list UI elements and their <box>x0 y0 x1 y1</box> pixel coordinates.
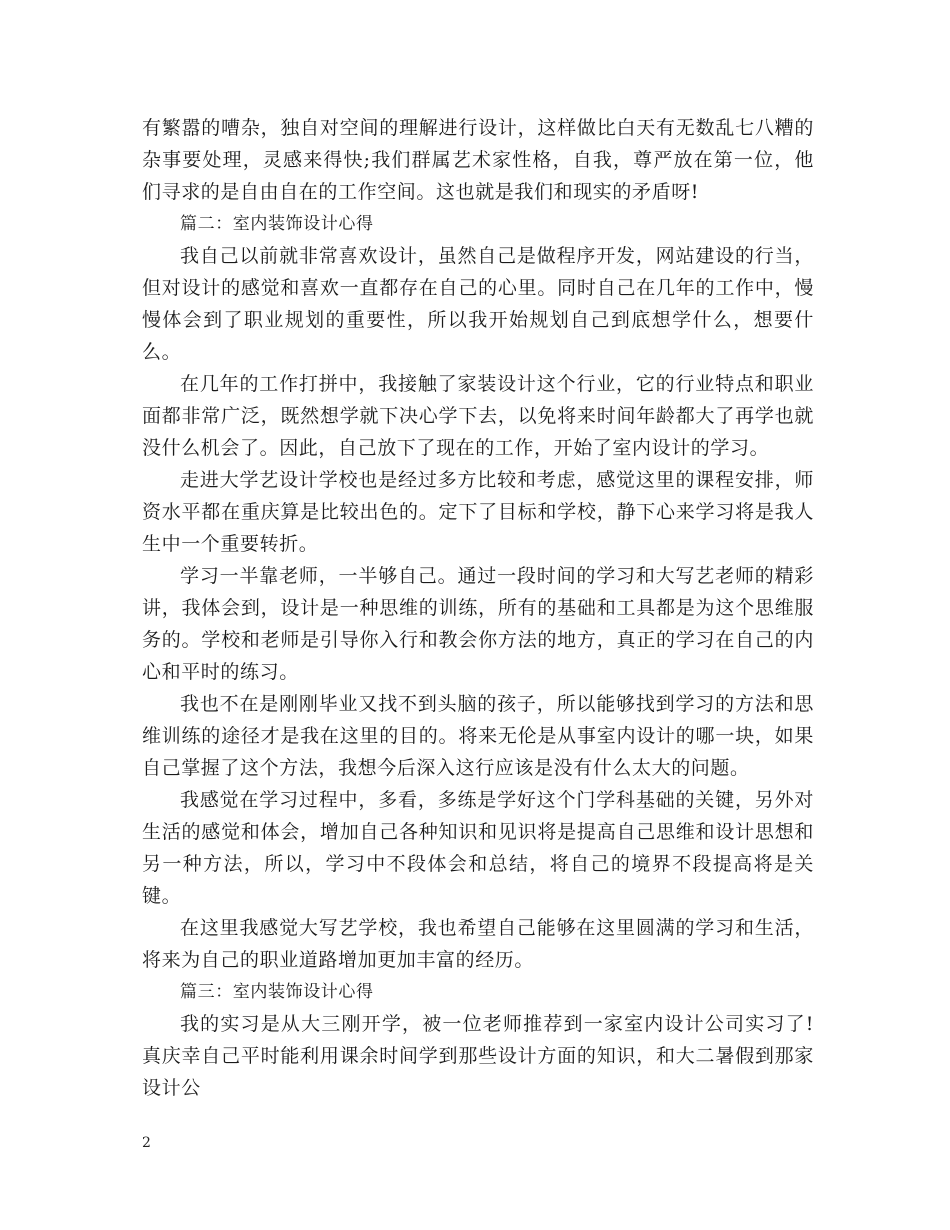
paragraph: 我感觉在学习过程中，多看，多练是学好这个门学科基础的关键，另外对生活的感觉和体会，增加自己各种知识和见识将是提高自己思维和设计思想和另一种方法，所以，学习中不段体会和总结，将自己的境界不段提高将是关键。 <box>142 789 814 907</box>
document-body <box>142 112 814 1104</box>
paragraph: 我也不在是刚刚毕业又找不到头脑的孩子，所以能够找到学习的方法和思维训练的途径才是我在这里的目的。将来无伦是从事室内设计的哪一块，如果自己掌握了这个方法，我想今后深入这行应该是没有什么太大的问题。 <box>142 693 814 779</box>
paragraph: 在几年的工作打拼中，我接触了家装设计这个行业，它的行业特点和职业面都非常广泛，既然想学就下决心学下去，以免将来时间年龄都大了再学也就没什么机会了。因此，自己放下了现在的工作，开始了室内设计的学习。 <box>142 373 814 459</box>
paragraph: 走进大学艺设计学校也是经过多方比较和考虑，感觉这里的课程安排，师资水平都在重庆算是比较出色的。定下了目标和学校，静下心来学习将是我人生中一个重要转折。 <box>142 469 814 555</box>
paragraph: 学习一半靠老师，一半够自己。通过一段时间的学习和大写艺老师的精彩讲，我体会到，设计是一种思维的训练，所有的基础和工具都是为这个思维服务的。学校和老师是引导你入行和教会你方法的地方，真正的学习在自己的内心和平时的练习。 <box>142 565 814 683</box>
paragraph: 在这里我感觉大写艺学校，我也希望自己能够在这里圆满的学习和生活，将来为自己的职业道路增加更加丰富的经历。 <box>142 917 814 971</box>
paragraph: 我的实习是从大三刚开学，被一位老师推荐到一家室内设计公司实习了!真庆幸自己平时能利用课余时间学到那些设计方面的知识，和大二暑假到那家设计公 <box>142 1013 814 1099</box>
paragraph-continuation: 有繁嚣的嘈杂，独自对空间的理解进行设计，这样做比白天有无数乱七八糟的杂事要处理，灵感来得快;我们群属艺术家性格，自我，尊严放在第一位，他们寻求的是自由自在的工作空间。这也就是我们和现实的矛盾呀! <box>142 117 814 203</box>
paragraph: 我自己以前就非常喜欢设计，虽然自己是做程序开发，网站建设的行当，但对设计的感觉和喜欢一直都存在自己的心里。同时自己在几年的工作中，慢慢体会到了职业规划的重要性，所以我开始规划自己到底想学什么，想要什么。 <box>142 245 814 363</box>
section-heading-part-three: 篇三：室内装饰设计心得 <box>180 982 374 1002</box>
page-number: 2 <box>142 1135 151 1151</box>
section-heading-part-two: 篇二：室内装饰设计心得 <box>180 214 374 234</box>
